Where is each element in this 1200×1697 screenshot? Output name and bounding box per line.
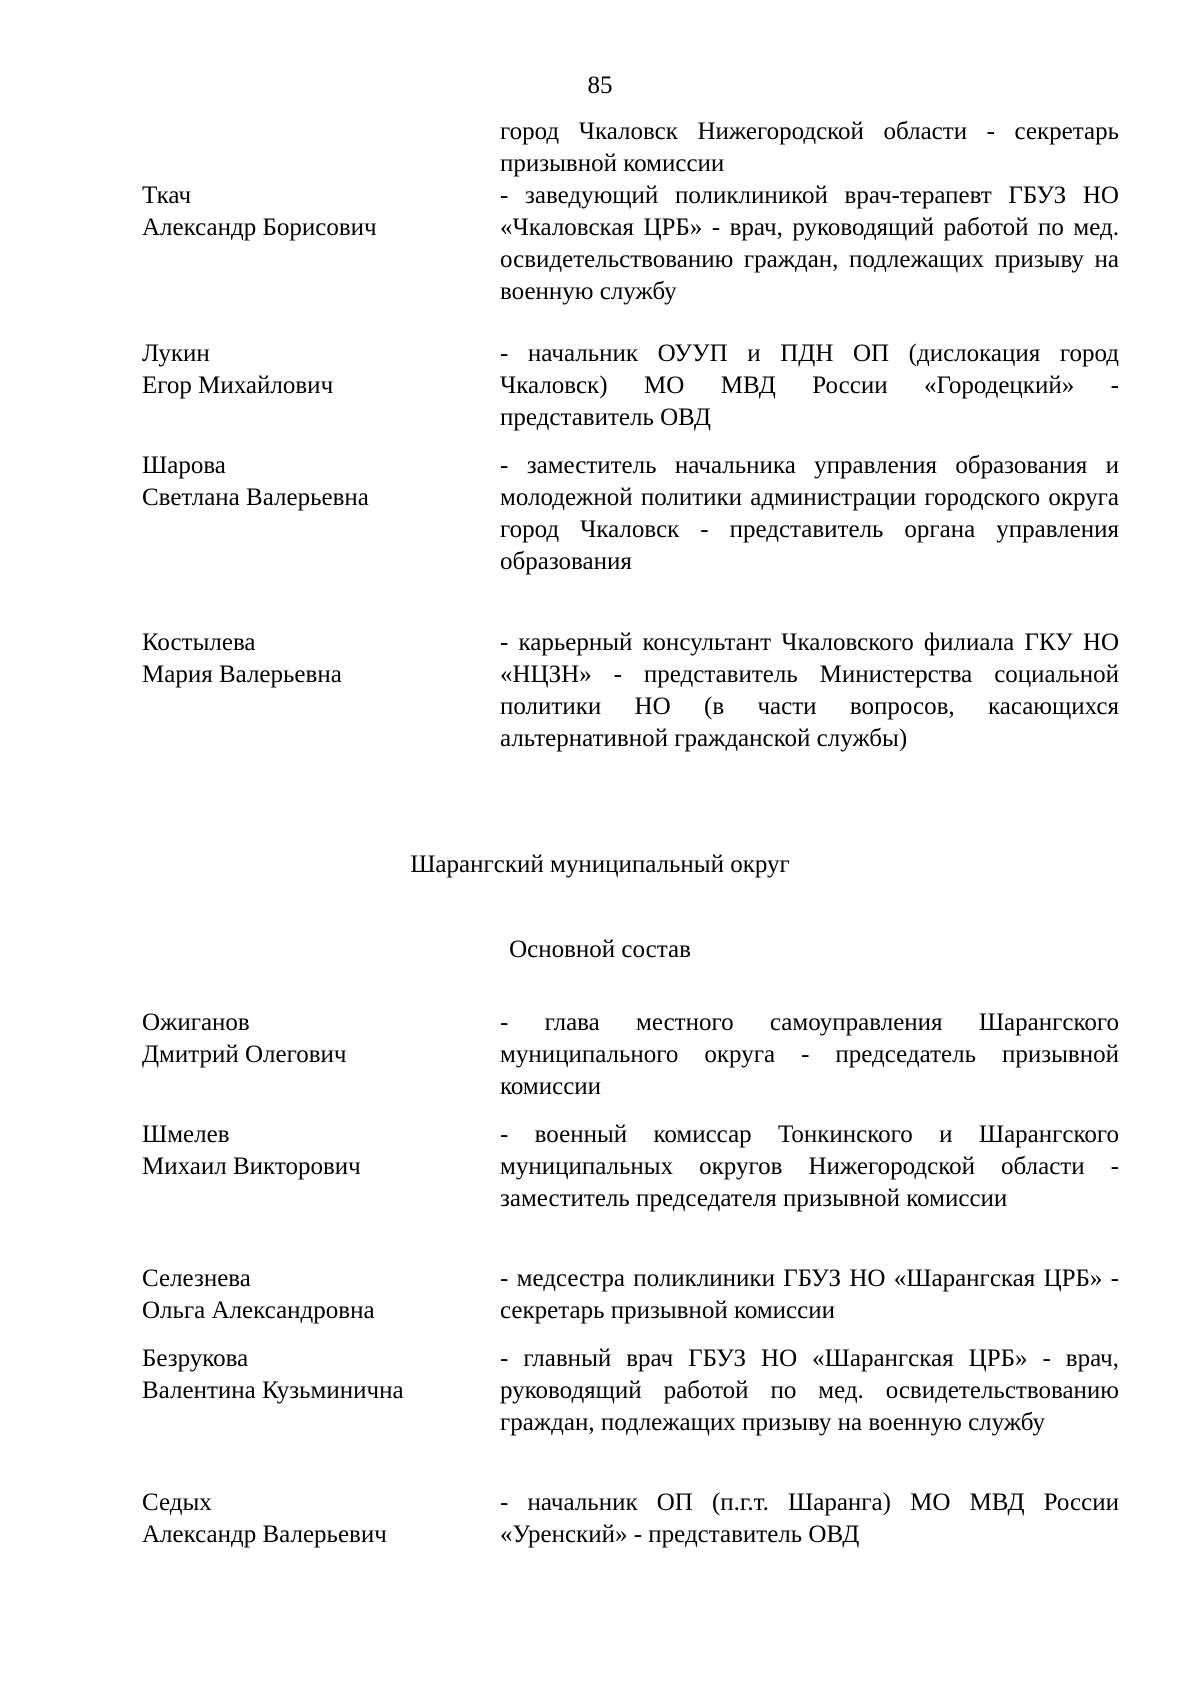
member-name	[142, 338, 482, 402]
member-role: - глава местного самоуправления Шарангского муниципального округа - председатель призывной комиссии	[500, 1009, 1119, 1100]
member-given-name: Александр Валерьевич	[142, 1521, 387, 1548]
district-title: Шарангский муниципальный округ	[410, 851, 790, 878]
member-surname: Шмелев	[142, 1121, 230, 1148]
member-surname: Шарова	[142, 452, 226, 479]
member-surname: Лукин	[142, 340, 210, 367]
member-given-name: Александр Борисович	[142, 214, 377, 241]
member-role: - заведующий поликлиникой врач-терапевт ГБУЗ НО «Чкаловская ЦРБ» - врач, руководящий работой по мед. освидетельствованию граждан, подлежащих призыву на военную службу	[500, 182, 1119, 305]
member-name	[142, 627, 482, 691]
member-given-name: Светлана Валерьевна	[142, 484, 369, 511]
member-role: - начальник ОУУП и ПДН ОП (дислокация город Чкаловск) МО МВД России «Городецкий» - представитель ОВД	[500, 340, 1119, 431]
member-role: - медсестра поликлиники ГБУЗ НО «Шарангская ЦРБ» - секретарь призывной комиссии	[500, 1265, 1119, 1324]
page-number: 85	[587, 72, 613, 99]
member-surname: Ткач	[142, 182, 192, 209]
member-name	[142, 450, 482, 514]
member-role: город Чкаловск Нижегородской области - секретарь призывной комиссии	[500, 118, 1119, 177]
member-name	[142, 1007, 482, 1071]
member-name	[142, 1119, 482, 1183]
member-name	[142, 1343, 482, 1407]
member-surname: Безрукова	[142, 1345, 249, 1372]
member-given-name: Михаил Викторович	[142, 1153, 361, 1180]
member-role: - заместитель начальника управления образования и молодежной политики администрации городского округа город Чкаловск - представитель органа управления образования	[500, 452, 1119, 575]
member-given-name: Егор Михайлович	[142, 372, 334, 399]
member-name	[142, 1487, 482, 1551]
member-role: - карьерный консультант Чкаловского филиала ГКУ НО «НЦЗН» - представитель Министерства социальной политики НО (в части вопросов, касающихся альтернативной гражданской службы)	[500, 629, 1119, 752]
member-given-name: Дмитрий Олегович	[142, 1041, 347, 1068]
member-surname: Селезнева	[142, 1265, 251, 1292]
member-given-name: Мария Валерьевна	[142, 661, 342, 688]
member-role: - главный врач ГБУЗ НО «Шарангская ЦРБ» - врач, руководящий работой по мед. освидетельствованию граждан, подлежащих призыву на военную службу	[500, 1345, 1119, 1436]
member-role: - начальник ОП (п.г.т. Шаранга) МО МВД России «Уренский» - представитель ОВД	[500, 1489, 1119, 1548]
member-given-name: Ольга Александровна	[142, 1297, 375, 1324]
member-given-name: Валентина Кузьминична	[142, 1377, 404, 1404]
member-role: - военный комиссар Тонкинского и Шарангского муниципальных округов Нижегородской области - заместитель председателя призывной комиссии	[500, 1121, 1119, 1212]
member-surname: Костылева	[142, 629, 256, 656]
member-name	[142, 1263, 482, 1327]
member-name	[142, 180, 482, 244]
member-surname: Седых	[142, 1489, 212, 1516]
composition-title: Основной состав	[509, 936, 691, 963]
member-surname: Ожиганов	[142, 1009, 250, 1036]
